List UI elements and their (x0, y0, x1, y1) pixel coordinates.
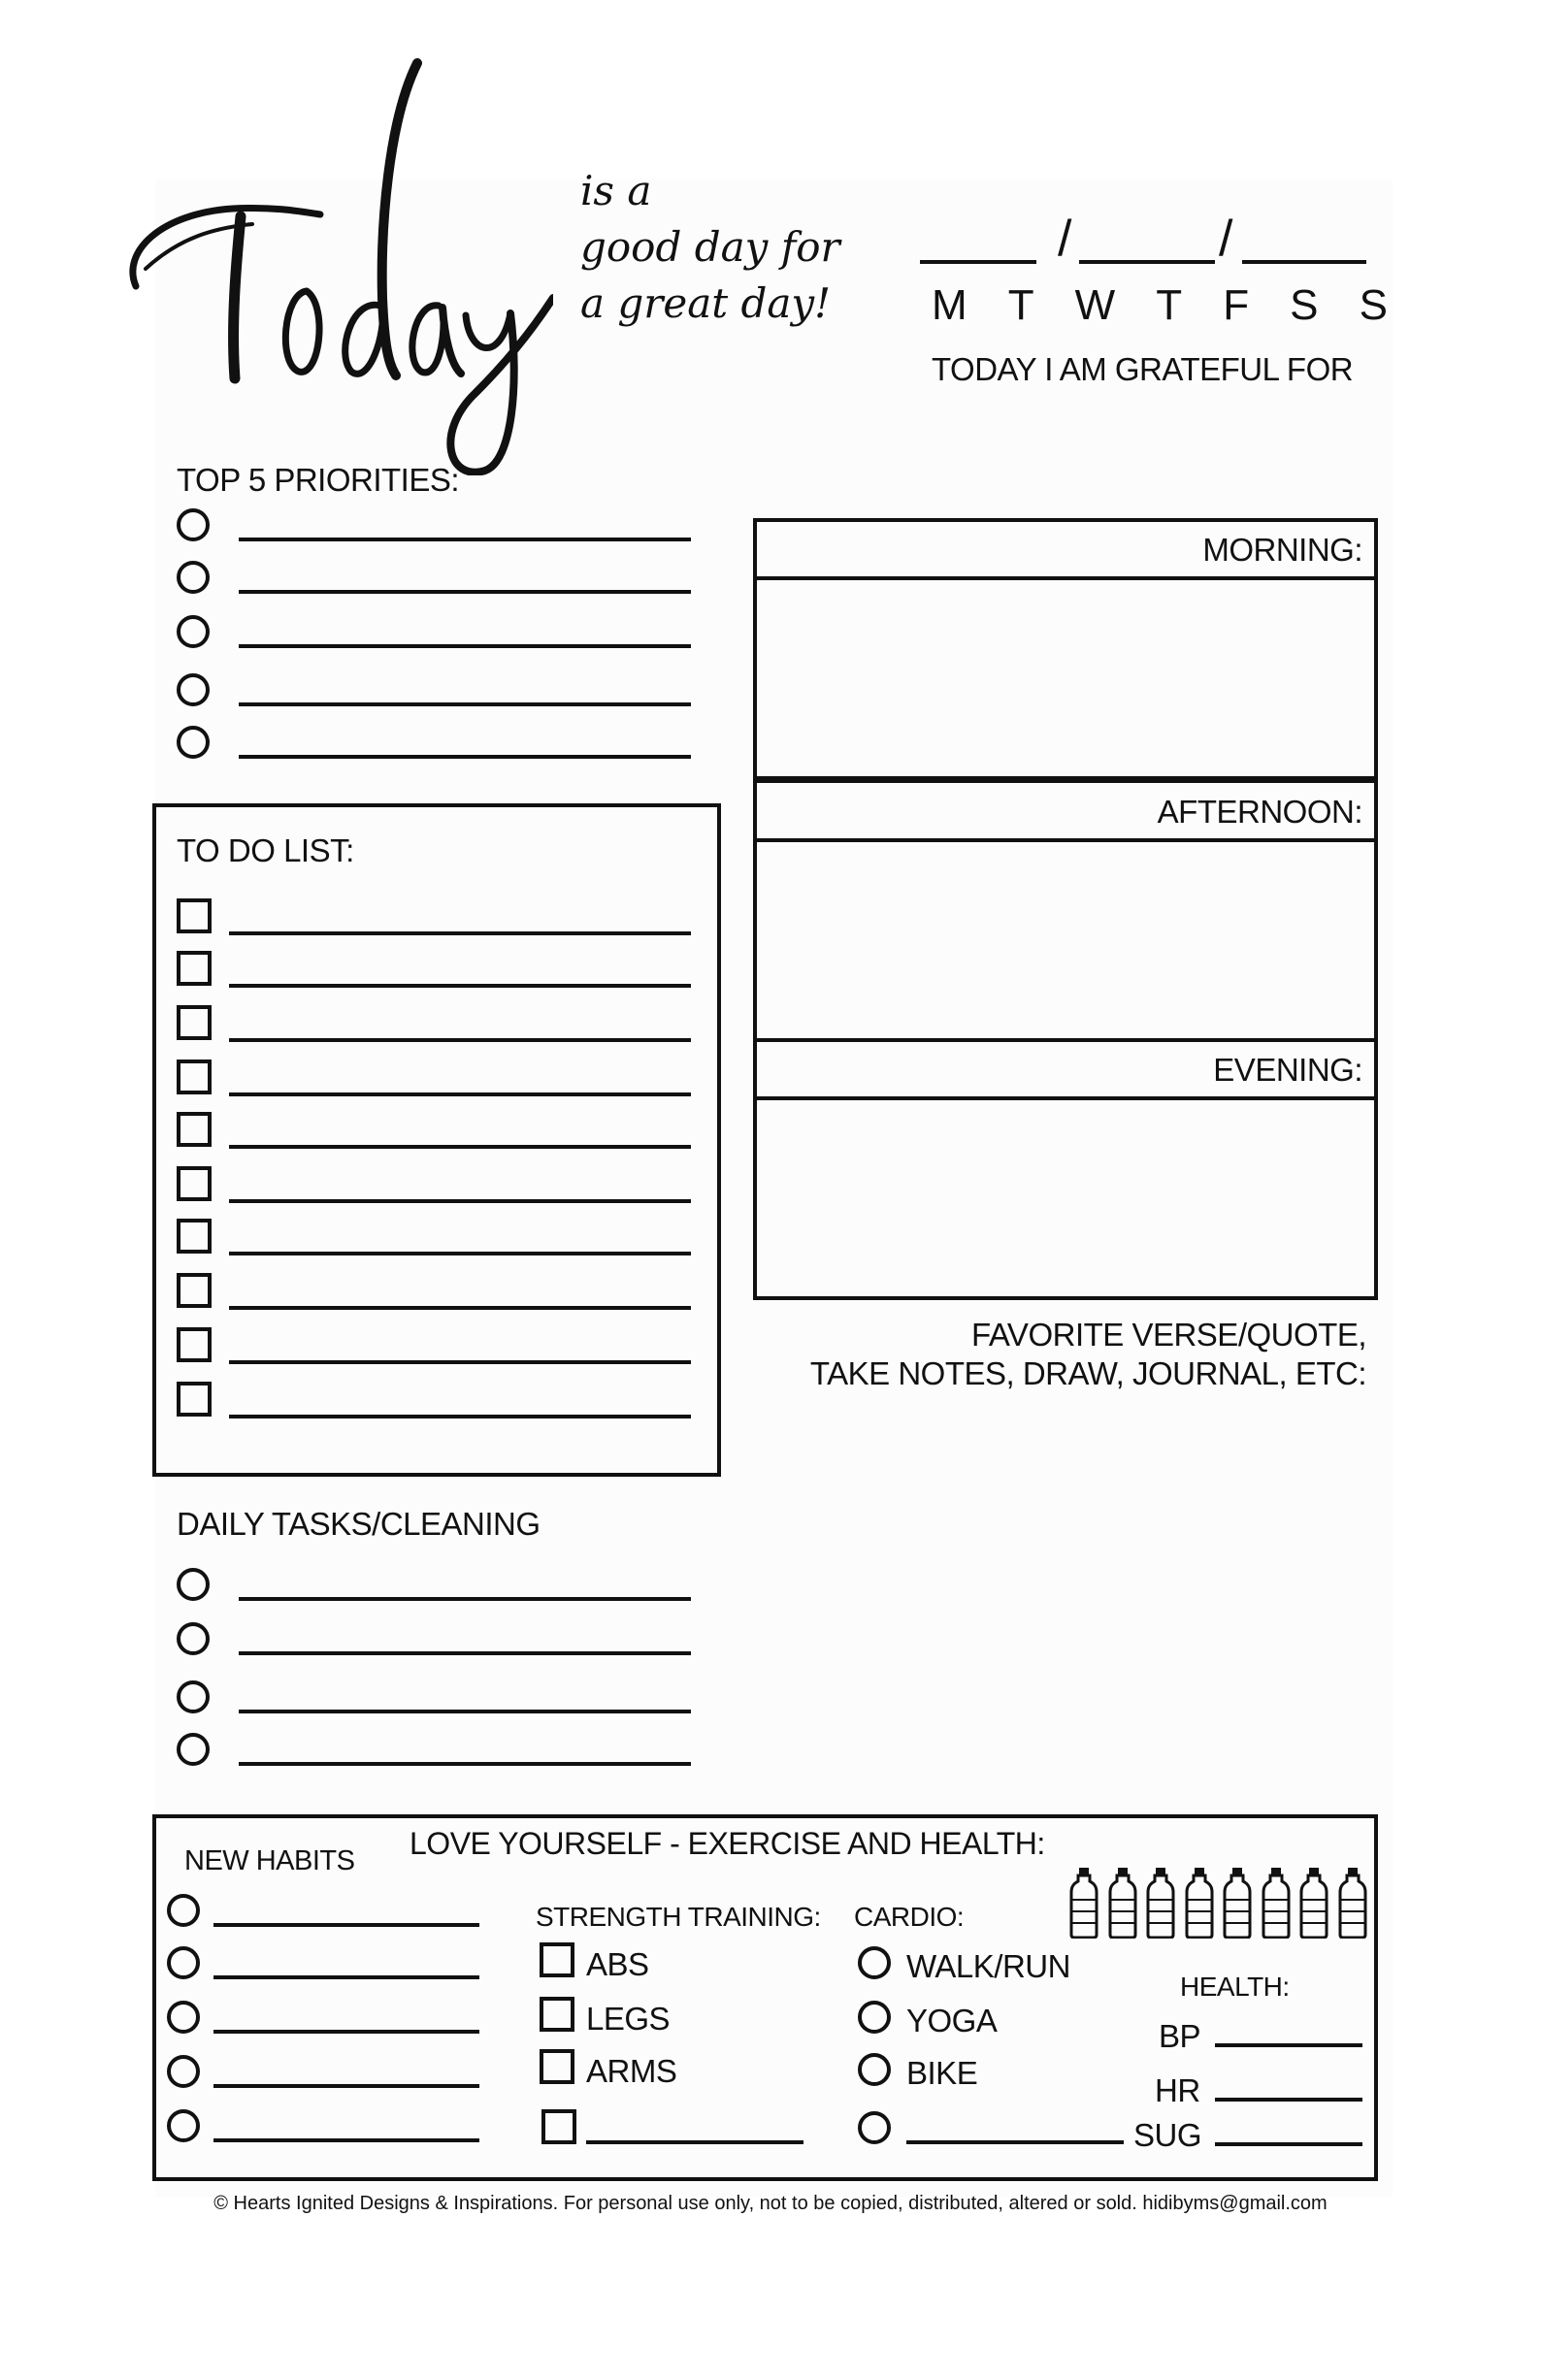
strength-checkbox-arms[interactable] (540, 2049, 574, 2084)
todo-line[interactable] (229, 1199, 691, 1203)
weekday-th[interactable]: T (1156, 281, 1183, 329)
todo-checkbox[interactable] (177, 1382, 212, 1417)
todo-line[interactable] (229, 1360, 691, 1364)
daily-task-circle[interactable] (177, 1733, 210, 1766)
todo-checkbox[interactable] (177, 1005, 212, 1040)
tagline-line-3: a great day! (580, 279, 832, 327)
weekday-sa[interactable]: S (1290, 281, 1319, 329)
afternoon-top-divider (753, 776, 1378, 783)
tagline (580, 163, 840, 332)
date-day-line[interactable] (1079, 260, 1215, 264)
cardio-custom-line[interactable] (906, 2140, 1124, 2144)
priority-line[interactable] (239, 590, 691, 594)
cardio-label-bike: BIKE (906, 2055, 978, 2091)
todo-line[interactable] (229, 1415, 691, 1418)
date-month-line[interactable] (920, 260, 1036, 264)
daily-task-circle[interactable] (177, 1622, 210, 1655)
daily-task-circle[interactable] (177, 1568, 210, 1601)
daily-task-line[interactable] (239, 1710, 691, 1713)
todo-checkbox[interactable] (177, 1219, 212, 1254)
priority-line[interactable] (239, 702, 691, 706)
health-line-sug[interactable] (1215, 2142, 1362, 2146)
water-bottle-icon[interactable] (1108, 1867, 1137, 1939)
priority-circle[interactable] (177, 615, 210, 648)
priority-line[interactable] (239, 538, 691, 541)
todo-line[interactable] (229, 984, 691, 988)
todo-box (152, 803, 721, 1477)
water-bottle-icon[interactable] (1338, 1867, 1367, 1939)
footer-copyright: © Hearts Ignited Designs & Inspirations. For personal use only, not to be copied, distributed, altered or sold. hidibyms@gmail.com (213, 2193, 1328, 2214)
todo-line[interactable] (229, 1092, 691, 1096)
date-separator-2: / (1219, 211, 1232, 267)
afternoon-label: AFTERNOON: (1157, 794, 1362, 830)
weekday-t[interactable]: T (1007, 281, 1034, 329)
cardio-circle-yoga[interactable] (858, 2001, 891, 2034)
todo-checkbox[interactable] (177, 1166, 212, 1201)
strength-checkbox-abs[interactable] (540, 1942, 574, 1977)
habit-circle[interactable] (167, 2001, 200, 2034)
health-label-bp: BP (1159, 2018, 1201, 2054)
priority-line[interactable] (239, 644, 691, 648)
date-year-line[interactable] (1242, 260, 1366, 264)
strength-checkbox-custom[interactable] (541, 2109, 576, 2144)
notes-heading-line-2: TAKE NOTES, DRAW, JOURNAL, ETC: (809, 1355, 1366, 1391)
strength-label-arms: ARMS (586, 2053, 677, 2089)
afternoon-area[interactable] (757, 842, 1374, 1036)
habit-circle[interactable] (167, 2055, 200, 2088)
health-label-hr: HR (1155, 2072, 1200, 2108)
evening-label: EVENING: (1213, 1052, 1362, 1088)
morning-area[interactable] (757, 580, 1374, 776)
habit-line[interactable] (213, 2138, 479, 2142)
notes-area[interactable] (753, 1405, 1378, 1793)
priority-line[interactable] (239, 755, 691, 759)
todo-checkbox[interactable] (177, 1327, 212, 1362)
habit-line[interactable] (213, 1975, 479, 1979)
cardio-circle-bike[interactable] (858, 2053, 891, 2086)
cardio-circle-custom[interactable] (858, 2111, 891, 2144)
todo-checkbox[interactable] (177, 1273, 212, 1308)
todo-title: TO DO LIST: (177, 832, 354, 868)
habit-line[interactable] (213, 1923, 479, 1927)
strength-label-abs: ABS (586, 1946, 649, 1982)
weekday-su[interactable]: S (1359, 281, 1388, 329)
evening-top-divider (753, 1038, 1378, 1042)
habit-circle[interactable] (167, 2109, 200, 2142)
weekday-m[interactable]: M (932, 281, 967, 329)
water-bottle-icon[interactable] (1299, 1867, 1328, 1939)
cardio-title: CARDIO: (854, 1902, 965, 1932)
strength-checkbox-legs[interactable] (540, 1997, 574, 2032)
strength-title: STRENGTH TRAINING: (536, 1902, 821, 1932)
todo-checkbox[interactable] (177, 898, 212, 933)
cardio-circle-walk[interactable] (858, 1946, 891, 1979)
water-bottle-icon[interactable] (1185, 1867, 1214, 1939)
health-line-bp[interactable] (1215, 2043, 1362, 2047)
today-logo (126, 44, 553, 475)
health-label-sug: SUG (1133, 2117, 1202, 2153)
notes-heading (753, 1316, 1366, 1393)
habit-line[interactable] (213, 2084, 479, 2088)
strength-label-legs: LEGS (586, 2001, 671, 2037)
tagline-line-2: good day for (580, 223, 840, 271)
weekday-w[interactable]: W (1074, 281, 1116, 329)
priority-circle[interactable] (177, 508, 210, 541)
weekday-row (932, 281, 1388, 330)
water-bottle-icon[interactable] (1223, 1867, 1252, 1939)
priority-circle[interactable] (177, 673, 210, 706)
water-bottle-icon[interactable] (1262, 1867, 1291, 1939)
todo-checkbox[interactable] (177, 1112, 212, 1147)
todo-line[interactable] (229, 931, 691, 935)
health-line-hr[interactable] (1215, 2098, 1362, 2102)
new-habits-title: NEW HABITS (184, 1845, 355, 1876)
todo-checkbox[interactable] (177, 951, 212, 986)
evening-area[interactable] (757, 1100, 1374, 1296)
habit-line[interactable] (213, 2030, 479, 2034)
cardio-label-yoga: YOGA (906, 2003, 998, 2038)
todo-line[interactable] (229, 1038, 691, 1042)
todo-line[interactable] (229, 1145, 691, 1149)
tagline-line-1: is a (580, 167, 652, 214)
daily-task-line[interactable] (239, 1762, 691, 1766)
health-section-title: LOVE YOURSELF - EXERCISE AND HEALTH: (410, 1826, 1045, 1861)
priority-circle[interactable] (177, 726, 210, 759)
todo-line[interactable] (229, 1252, 691, 1255)
priority-circle[interactable] (177, 561, 210, 594)
todo-checkbox[interactable] (177, 1060, 212, 1094)
cardio-label-walk: WALK/RUN (906, 1948, 1070, 1984)
daily-task-circle[interactable] (177, 1680, 210, 1713)
daily-task-line[interactable] (239, 1651, 691, 1655)
strength-custom-line[interactable] (586, 2140, 803, 2144)
grateful-label: TODAY I AM GRATEFUL FOR (932, 351, 1354, 387)
habit-circle[interactable] (167, 1946, 200, 1979)
daily-task-line[interactable] (239, 1597, 691, 1601)
habit-circle[interactable] (167, 1894, 200, 1927)
water-bottle-icon[interactable] (1069, 1867, 1098, 1939)
priorities-title: TOP 5 PRIORITIES: (177, 462, 460, 498)
health-title: HEALTH: (1180, 1972, 1290, 2002)
notes-heading-line-1: FAVORITE VERSE/QUOTE, (971, 1317, 1366, 1353)
morning-label: MORNING: (1202, 532, 1362, 568)
daily-tasks-title: DAILY TASKS/CLEANING (177, 1506, 541, 1542)
date-separator-1: / (1058, 211, 1071, 267)
todo-line[interactable] (229, 1306, 691, 1310)
water-bottle-icon[interactable] (1146, 1867, 1175, 1939)
weekday-f[interactable]: F (1223, 281, 1250, 329)
